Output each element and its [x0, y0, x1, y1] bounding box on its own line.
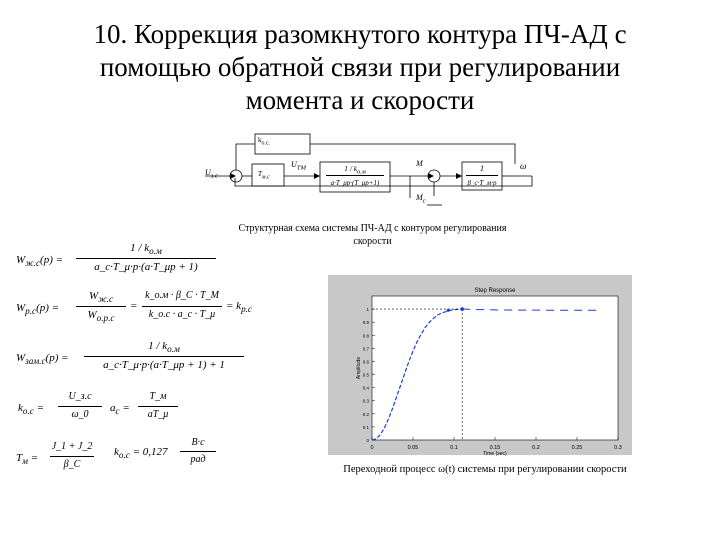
- x-tick-label: 0.1: [450, 445, 458, 451]
- summer-2: [428, 170, 440, 182]
- formula-1-lhs: $W_{ж.с}(p)$ =: [16, 254, 64, 269]
- formula-1-num: $1 / k_{о.м}$: [130, 242, 162, 257]
- x-tick-label: 0.15: [489, 445, 501, 451]
- y-tick-label: 0.8: [362, 333, 369, 339]
- formula-2-den2: k_о.с · a_c · T_μ: [148, 309, 216, 320]
- y-tick-label: 0.6: [362, 359, 369, 365]
- y-tick-label: 0: [366, 438, 369, 443]
- tf2-fraction-bar: [466, 175, 498, 176]
- tf2-denominator: β_c·T_м·p: [467, 179, 497, 187]
- y-tick-label: 1: [366, 307, 369, 313]
- y-tick-label: 0.2: [362, 411, 369, 417]
- y-tick-label: 0.1: [362, 424, 369, 430]
- label-omega: ω: [520, 161, 527, 171]
- step-response-figure: [328, 275, 632, 455]
- formula-3-num: $1 / k_{о.м}$: [148, 340, 180, 355]
- tf2-numerator: 1: [480, 164, 484, 173]
- x-tick-label: 0.25: [571, 445, 583, 451]
- tf1-fraction-bar: [326, 175, 384, 176]
- formula-5-num: T_м: [149, 391, 167, 402]
- formula-2-num1: $W_{ж.с}$: [88, 290, 114, 305]
- formula-7-lhs: $k_{о.с} = 0,127$: [114, 446, 168, 461]
- formula-7-num: В·с: [191, 437, 205, 448]
- formula-1-den: a_c·T_μ·p·(a·T_μp + 1): [94, 261, 198, 273]
- formula-2-num2: k_о.м · β_C · T_M: [145, 290, 219, 301]
- x-axis-label: Time (sec): [483, 451, 507, 457]
- formula-7-den: рад: [190, 454, 206, 465]
- tf1-numerator: $1 / k_{о.м}$: [344, 164, 366, 176]
- formula-4-lhs: $k_{о.с}$ =: [18, 402, 45, 417]
- label-tms: $Т_{м.с}$: [258, 170, 270, 181]
- formula-6-den: β_C: [63, 459, 81, 470]
- formula-2-den1: $W_{о.р.с}$: [87, 309, 115, 324]
- y-tick-label: 0.7: [362, 346, 369, 352]
- x-tick-label: 0.2: [532, 445, 540, 451]
- title-line-1: 10. Коррекция разомкнутого контура ПЧ-АД с: [93, 19, 627, 49]
- formula-3-lhs: $W_{зам.с}(p)$ =: [16, 352, 69, 367]
- label-u-tm: $U_{ТМ}$: [291, 160, 307, 172]
- y-axis-label: Amplitude: [356, 356, 362, 380]
- formula-2-result: = $k_{р.с}$: [226, 300, 252, 315]
- formula-5-den: aT_μ: [147, 409, 169, 420]
- y-tick-label: 0.9: [362, 320, 369, 326]
- x-tick-label: 0.3: [614, 445, 622, 451]
- label-u-in: $U_{з.с}$: [205, 168, 218, 180]
- tf1-denominator: a·T_μp·(T_μp+1): [330, 179, 380, 187]
- label-koc: $k_{о.с.}$: [258, 136, 270, 147]
- formula-2-eq: =: [130, 300, 138, 312]
- chart-caption: Переходной процесс ω(t) системы при регулировании скорости: [343, 464, 627, 475]
- title-line-2: помощью обратной связи при регулировании: [99, 52, 621, 82]
- formula-5-lhs: $a_c$ =: [110, 402, 130, 417]
- formula-4-den: ω_0: [71, 409, 89, 420]
- formula-6-lhs: $T_м$ =: [16, 452, 39, 467]
- formula-2-lhs: $W_{р.с}(p)$ =: [16, 302, 60, 317]
- formula-block: [14, 240, 314, 480]
- x-tick-label: 0.05: [407, 445, 419, 451]
- summer-1: [230, 170, 242, 182]
- formula-3-den: a_c·T_μ·p·(a·T_μp + 1) + 1: [103, 359, 225, 371]
- label-m: M: [416, 159, 423, 168]
- y-tick-label: 0.4: [362, 385, 369, 391]
- diagram-caption: Структурная схема системы ПЧ-АД с контуром регулирования скорости: [238, 223, 507, 247]
- title-line-3: момента и скорости: [245, 85, 475, 115]
- formula-4-num: U_з.с: [68, 391, 92, 402]
- formula-6-num: J_1 + J_2: [51, 441, 93, 452]
- y-tick-label: 0.3: [362, 398, 369, 404]
- x-tick-label: 0: [370, 445, 374, 451]
- y-tick-label: 0.5: [362, 372, 369, 378]
- slide-title: [30, 18, 690, 117]
- chart-title: Step Response: [474, 288, 516, 294]
- label-mc: $M_c$: [416, 193, 426, 205]
